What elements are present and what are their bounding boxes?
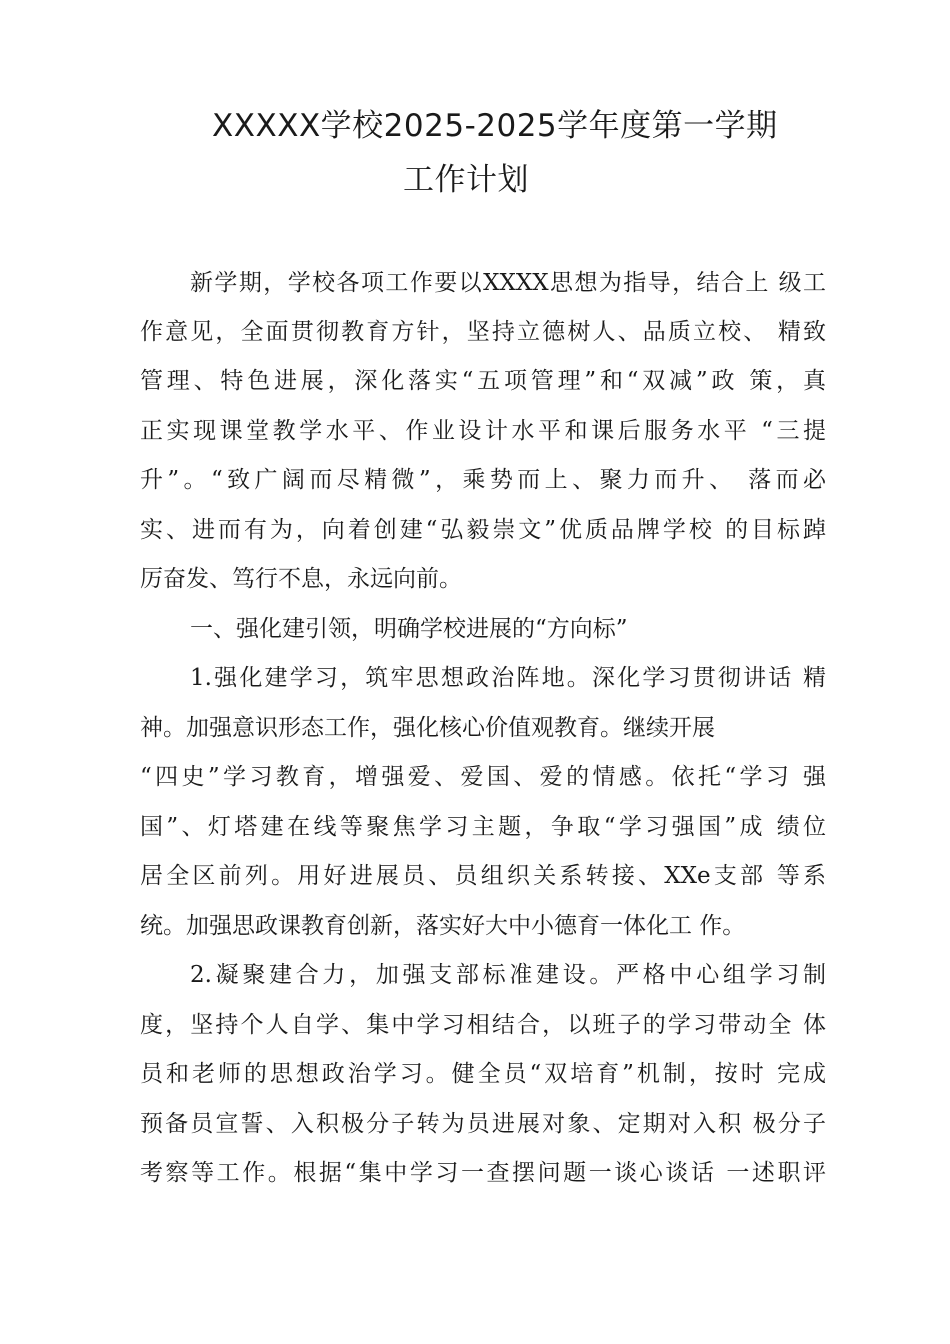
paragraph-line: 正实现课堂教学水平、作业设计水平和课后服务水平 “三提 bbox=[140, 418, 826, 444]
paragraph-line: “四史”学习教育，增强爱、爱国、爱的情感。依托“学习 强 bbox=[140, 764, 826, 790]
paragraph-line: 国”、灯塔建在线等聚焦学习主题，争取“学习强国”成 绩位 bbox=[140, 814, 826, 840]
paragraph-line: 1.强化建学习，筑牢思想政治阵地。深化学习贯彻讲话 精 bbox=[190, 665, 826, 691]
paragraph-line: 2.凝聚建合力，加强支部标准建设。严格中心组学习制 bbox=[190, 962, 826, 988]
paragraph-line: 实、进而有为，向着创建“弘毅崇文”优质品牌学校 的目标踔 bbox=[140, 517, 826, 543]
paragraph-line: 升”。“致广阔而尽精微”，乘势而上、聚力而升、 落而必 bbox=[140, 467, 826, 493]
paragraph-line: 作意见，全面贯彻教育方针，坚持立德树人、品质立校、 精致 bbox=[140, 319, 826, 345]
paragraph-line: 厉奋发、笃行不息，永远向前。 bbox=[140, 566, 462, 592]
paragraph-line: 度，坚持个人自学、集中学习相结合，以班子的学习带动全 体 bbox=[140, 1012, 826, 1038]
paragraph-line: 统。加强思政课教育创新，落实好大中小德育一体化工 作。 bbox=[140, 913, 746, 939]
document-title-line-2: 工作计划 bbox=[403, 162, 529, 198]
paragraph-line: 管理、特色进展，深化落实“五项管理”和“双减”政 策，真 bbox=[140, 368, 826, 394]
paragraph-line: 员和老师的思想政治学习。健全员“双培育”机制，按时 完成 bbox=[140, 1061, 826, 1087]
paragraph-line: 新学期，学校各项工作要以XXXX思想为指导，结合上 级工 bbox=[190, 270, 826, 296]
paragraph-line: 考察等工作。根据“集中学习一查摆问题一谈心谈话 一述职评 bbox=[140, 1160, 826, 1186]
document-title-line-1: XXXXX学校2025-2025学年度第一学期 bbox=[212, 108, 778, 144]
paragraph-line: 居全区前列。用好进展员、员组织关系转接、XXe支部 等系 bbox=[140, 863, 826, 889]
section-heading: 一、强化建引领，明确学校进展的“方向标” bbox=[190, 616, 628, 642]
paragraph-line: 预备员宣誓、入积极分子转为员进展对象、定期对入积 极分子 bbox=[140, 1111, 826, 1137]
paragraph-line: 神。加强意识形态工作，强化核心价值观教育。继续开展 bbox=[140, 715, 715, 741]
